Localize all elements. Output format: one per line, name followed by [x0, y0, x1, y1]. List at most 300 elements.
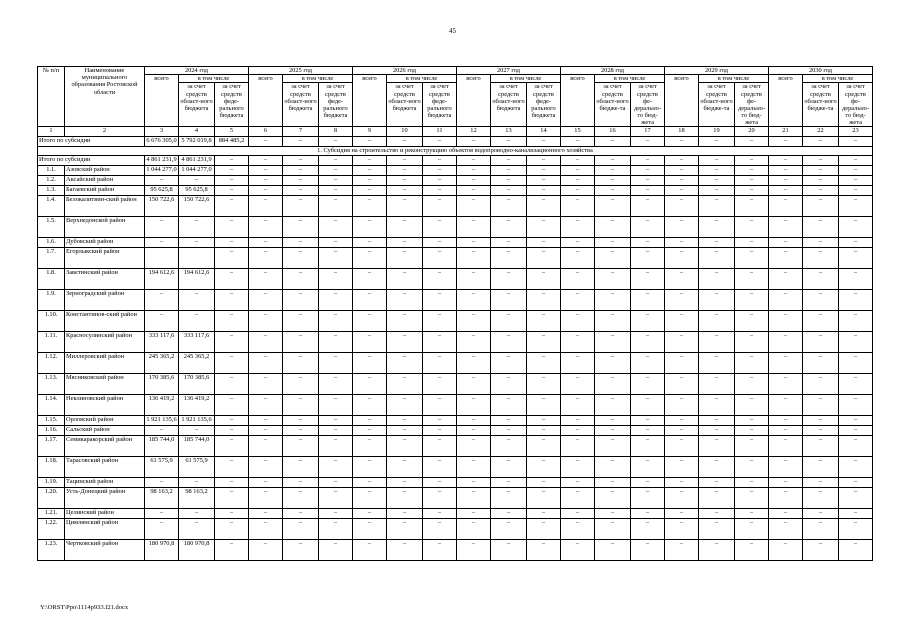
row-dash: – [457, 186, 491, 196]
row-dash: – [249, 395, 283, 416]
table-row [38, 176, 873, 186]
row-dash: – [735, 509, 769, 519]
row-regional: 1 044 277,0 [179, 166, 215, 176]
row-dash: – [283, 332, 319, 353]
total-value: – [283, 137, 319, 147]
row-dash: – [769, 353, 803, 374]
row-dash: – [387, 478, 423, 488]
row-dash: – [839, 248, 873, 269]
row-dash: – [699, 217, 735, 238]
row-dash: – [387, 540, 423, 561]
row-dash: – [283, 540, 319, 561]
column-number: 14 [527, 127, 561, 137]
row-dash: – [631, 374, 665, 395]
row-dash: – [699, 176, 735, 186]
row-dash: – [527, 457, 561, 478]
row-dash: – [353, 290, 387, 311]
section-total-label: Итого по субсидии [38, 156, 145, 166]
header-regional-budget: за счет средств област-ного бюджета [491, 83, 527, 127]
row-dash: – [839, 217, 873, 238]
row-dash: – [769, 166, 803, 176]
row-dash: – [387, 374, 423, 395]
row-dash: – [423, 540, 457, 561]
row-dash: – [595, 166, 631, 176]
row-dash: – [387, 290, 423, 311]
header-including: в том числе [699, 75, 769, 83]
row-dash: – [283, 238, 319, 248]
row-dash: – [283, 478, 319, 488]
row-dash: – [769, 290, 803, 311]
row-dash: – [769, 269, 803, 290]
column-number: 7 [283, 127, 319, 137]
row-dash: – [595, 436, 631, 457]
row-dash: – [665, 269, 699, 290]
row-dash: – [215, 217, 249, 238]
row-dash: – [249, 416, 283, 426]
row-dash: – [839, 353, 873, 374]
row-dash: – [491, 457, 527, 478]
total-value: 5 792 019,8 [179, 137, 215, 147]
row-dash: – [423, 374, 457, 395]
row-dash: – [699, 416, 735, 426]
header-year: 2027 год [457, 67, 561, 75]
row-dash: – [735, 426, 769, 436]
row-dash: – [665, 332, 699, 353]
header-regional-budget: за счет средств област-ного бюджета [387, 83, 423, 127]
row-dash: – [457, 395, 491, 416]
row-dash: – [215, 426, 249, 436]
row-dash: – [631, 186, 665, 196]
row-dash: – [699, 186, 735, 196]
row-name: Заветинский район [65, 269, 145, 290]
row-dash: – [803, 509, 839, 519]
row-dash: – [215, 353, 249, 374]
row-name: Тацинский район [65, 478, 145, 488]
row-dash: – [527, 436, 561, 457]
row-dash: – [735, 248, 769, 269]
column-number: 13 [491, 127, 527, 137]
row-number: 1.19. [38, 478, 65, 488]
row-dash: – [387, 457, 423, 478]
row-dash: – [561, 186, 595, 196]
row-dash: – [457, 374, 491, 395]
row-dash: – [803, 166, 839, 176]
row-regional: – [179, 519, 215, 540]
row-dash: – [803, 311, 839, 332]
row-total: – [145, 176, 179, 186]
header-name: Наименование муниципального образования Ростовской области [65, 67, 145, 127]
row-regional: 150 722,6 [179, 196, 215, 217]
row-dash: – [665, 238, 699, 248]
header-total: всего [665, 75, 699, 127]
row-dash: – [423, 436, 457, 457]
row-dash: – [249, 374, 283, 395]
table-row [38, 457, 873, 478]
row-dash: – [699, 374, 735, 395]
row-dash: – [457, 478, 491, 488]
row-dash: – [527, 332, 561, 353]
row-dash: – [457, 488, 491, 509]
row-dash: – [803, 290, 839, 311]
section-total-value: – [527, 156, 561, 166]
row-dash: – [353, 332, 387, 353]
row-dash: – [839, 488, 873, 509]
row-dash: – [283, 248, 319, 269]
row-dash: – [803, 374, 839, 395]
row-dash: – [457, 457, 491, 478]
row-dash: – [595, 519, 631, 540]
row-dash: – [665, 176, 699, 186]
row-dash: – [283, 166, 319, 176]
row-number: 1.4. [38, 196, 65, 217]
header-total: всего [561, 75, 595, 127]
row-dash: – [215, 416, 249, 426]
row-dash: – [283, 353, 319, 374]
section-total-value: – [561, 156, 595, 166]
row-dash: – [561, 478, 595, 488]
total-value: – [249, 137, 283, 147]
column-number: 10 [387, 127, 423, 137]
row-dash: – [527, 353, 561, 374]
column-number: 1 [38, 127, 65, 137]
column-number: 15 [561, 127, 595, 137]
row-dash: – [735, 166, 769, 176]
section-total-value: – [249, 156, 283, 166]
row-dash: – [249, 426, 283, 436]
row-total: 1 921 135,6 [145, 416, 179, 426]
row-dash: – [353, 478, 387, 488]
row-dash: – [803, 238, 839, 248]
row-dash: – [631, 426, 665, 436]
total-value: – [803, 137, 839, 147]
row-dash: – [387, 196, 423, 217]
row-dash: – [423, 166, 457, 176]
row-dash: – [561, 488, 595, 509]
row-dash: – [803, 186, 839, 196]
header-total: всего [145, 75, 179, 127]
section-total-value: – [387, 156, 423, 166]
row-name: Тарасовский район [65, 457, 145, 478]
total-value: – [527, 137, 561, 147]
total-value: – [457, 137, 491, 147]
row-total: 1 044 277,0 [145, 166, 179, 176]
header-total: всего [353, 75, 387, 127]
row-dash: – [249, 186, 283, 196]
row-dash: – [283, 186, 319, 196]
header-total: всего [457, 75, 491, 127]
table-row [38, 269, 873, 290]
row-dash: – [803, 269, 839, 290]
row-dash: – [699, 519, 735, 540]
row-dash: – [491, 478, 527, 488]
total-value: – [423, 137, 457, 147]
row-dash: – [353, 416, 387, 426]
row-dash: – [631, 176, 665, 186]
total-label: Итого по субсидии [38, 137, 145, 147]
column-number: 9 [353, 127, 387, 137]
row-dash: – [561, 519, 595, 540]
section-title: 1. Субсидия на строительство и реконструкцию объектов водопроводно-канализационного хозяйства [38, 147, 873, 156]
row-dash: – [215, 395, 249, 416]
row-dash: – [631, 353, 665, 374]
row-dash: – [595, 248, 631, 269]
row-number: 1.5. [38, 217, 65, 238]
row-dash: – [457, 176, 491, 186]
row-dash: – [631, 166, 665, 176]
row-dash: – [457, 269, 491, 290]
row-dash: – [319, 269, 353, 290]
row-dash: – [769, 238, 803, 248]
row-dash: – [353, 311, 387, 332]
table-row [38, 488, 873, 509]
row-dash: – [631, 509, 665, 519]
row-total: – [145, 426, 179, 436]
row-dash: – [561, 457, 595, 478]
row-dash: – [527, 519, 561, 540]
table-row [38, 436, 873, 457]
row-dash: – [319, 426, 353, 436]
row-dash: – [491, 332, 527, 353]
row-dash: – [319, 416, 353, 426]
row-dash: – [457, 196, 491, 217]
row-dash: – [215, 290, 249, 311]
row-dash: – [353, 509, 387, 519]
column-number: 3 [145, 127, 179, 137]
row-regional: 98 163,2 [179, 488, 215, 509]
row-number: 1.23. [38, 540, 65, 561]
table-row [38, 186, 873, 196]
section-total-value: – [665, 156, 699, 166]
total-value: – [319, 137, 353, 147]
header-including: в том числе [387, 75, 457, 83]
table-row [38, 540, 873, 561]
row-dash: – [803, 248, 839, 269]
row-dash: – [353, 176, 387, 186]
row-dash: – [319, 478, 353, 488]
column-number: 5 [215, 127, 249, 137]
row-dash: – [387, 166, 423, 176]
row-dash: – [839, 509, 873, 519]
table-row [38, 374, 873, 395]
row-total: 245 365,2 [145, 353, 179, 374]
row-dash: – [249, 457, 283, 478]
row-dash: – [699, 426, 735, 436]
row-dash: – [631, 416, 665, 426]
row-total: 136 419,2 [145, 395, 179, 416]
row-number: 1.6. [38, 238, 65, 248]
row-number: 1.9. [38, 290, 65, 311]
row-dash: – [561, 540, 595, 561]
row-dash: – [283, 395, 319, 416]
row-dash: – [423, 217, 457, 238]
row-dash: – [353, 353, 387, 374]
row-name: Мясниковский район [65, 374, 145, 395]
row-dash: – [631, 457, 665, 478]
row-dash: – [491, 519, 527, 540]
row-dash: – [735, 540, 769, 561]
row-dash: – [491, 311, 527, 332]
header-row-years [38, 67, 873, 75]
row-dash: – [249, 290, 283, 311]
header-including: в том числе [595, 75, 665, 83]
row-dash: – [735, 416, 769, 426]
row-dash: – [769, 196, 803, 217]
row-name: Неклиновский район [65, 395, 145, 416]
row-dash: – [735, 238, 769, 248]
row-dash: – [249, 332, 283, 353]
row-dash: – [283, 436, 319, 457]
row-dash: – [319, 436, 353, 457]
row-dash: – [423, 457, 457, 478]
section-total-value: – [595, 156, 631, 166]
row-dash: – [735, 186, 769, 196]
row-dash: – [735, 332, 769, 353]
column-number: 2 [65, 127, 145, 137]
row-dash: – [215, 374, 249, 395]
row-dash: – [249, 176, 283, 186]
row-dash: – [769, 395, 803, 416]
row-dash: – [803, 353, 839, 374]
row-number: 1.12. [38, 353, 65, 374]
row-regional: – [179, 478, 215, 488]
row-number: 1.13. [38, 374, 65, 395]
row-dash: – [665, 519, 699, 540]
row-name: Семикаракорский район [65, 436, 145, 457]
section-total-value: – [457, 156, 491, 166]
row-number: 1.14. [38, 395, 65, 416]
row-dash: – [319, 353, 353, 374]
row-dash: – [353, 519, 387, 540]
row-name: Красносулинский район [65, 332, 145, 353]
row-dash: – [595, 176, 631, 186]
row-dash: – [561, 248, 595, 269]
row-dash: – [423, 176, 457, 186]
row-dash: – [699, 457, 735, 478]
row-regional: 1 921 135,6 [179, 416, 215, 426]
row-dash: – [249, 478, 283, 488]
row-number: 1.3. [38, 186, 65, 196]
header-year: 2028 год [561, 67, 665, 75]
row-dash: – [561, 196, 595, 217]
header-year: 2026 год [353, 67, 457, 75]
total-value: – [353, 137, 387, 147]
row-dash: – [215, 311, 249, 332]
row-dash: – [215, 509, 249, 519]
row-dash: – [283, 519, 319, 540]
header-federal-budget: за счет средств феде-рального бюджета [215, 83, 249, 127]
row-dash: – [839, 186, 873, 196]
row-dash: – [249, 311, 283, 332]
page-number: 45 [449, 27, 456, 35]
table-row [38, 353, 873, 374]
row-dash: – [769, 519, 803, 540]
row-dash: – [665, 478, 699, 488]
row-dash: – [457, 238, 491, 248]
row-dash: – [319, 238, 353, 248]
row-dash: – [595, 269, 631, 290]
row-dash: – [735, 176, 769, 186]
section-total-value: – [353, 156, 387, 166]
row-dash: – [491, 540, 527, 561]
table-row [38, 290, 873, 311]
row-regional: 245 365,2 [179, 353, 215, 374]
row-dash: – [699, 238, 735, 248]
column-number: 20 [735, 127, 769, 137]
row-dash: – [769, 436, 803, 457]
row-dash: – [803, 395, 839, 416]
table-row [38, 426, 873, 436]
row-dash: – [735, 395, 769, 416]
row-regional: 61 575,9 [179, 457, 215, 478]
header-federal-budget: за счет средств фе-дерально-го бюд-жета [631, 83, 665, 127]
row-dash: – [839, 436, 873, 457]
row-total: – [145, 238, 179, 248]
row-dash: – [735, 457, 769, 478]
total-value: – [561, 137, 595, 147]
row-total: 150 722,6 [145, 196, 179, 217]
row-dash: – [423, 353, 457, 374]
header-including: в том числе [491, 75, 561, 83]
row-dash: – [769, 248, 803, 269]
table-row [38, 478, 873, 488]
row-total: 194 612,6 [145, 269, 179, 290]
row-dash: – [283, 196, 319, 217]
total-value: – [387, 137, 423, 147]
row-dash: – [527, 217, 561, 238]
row-dash: – [319, 519, 353, 540]
row-dash: – [595, 478, 631, 488]
row-dash: – [595, 509, 631, 519]
column-number: 19 [699, 127, 735, 137]
row-regional: – [179, 176, 215, 186]
row-dash: – [215, 332, 249, 353]
row-dash: – [595, 186, 631, 196]
row-dash: – [491, 217, 527, 238]
section-total-value: – [839, 156, 873, 166]
row-dash: – [527, 186, 561, 196]
row-dash: – [527, 166, 561, 176]
row-dash: – [769, 416, 803, 426]
total-value: – [699, 137, 735, 147]
row-dash: – [249, 540, 283, 561]
column-number: 8 [319, 127, 353, 137]
row-dash: – [803, 488, 839, 509]
row-dash: – [769, 540, 803, 561]
row-total: 61 575,9 [145, 457, 179, 478]
row-dash: – [631, 488, 665, 509]
row-dash: – [491, 176, 527, 186]
row-dash: – [595, 540, 631, 561]
row-dash: – [491, 395, 527, 416]
header-regional-budget: за счет средств област-ного бюдже-та [699, 83, 735, 127]
column-number: 6 [249, 127, 283, 137]
row-dash: – [561, 426, 595, 436]
row-dash: – [423, 290, 457, 311]
row-dash: – [665, 217, 699, 238]
row-number: 1.1. [38, 166, 65, 176]
row-dash: – [665, 166, 699, 176]
table-row [38, 509, 873, 519]
section-total-value: – [491, 156, 527, 166]
row-dash: – [735, 353, 769, 374]
row-dash: – [699, 196, 735, 217]
row-dash: – [839, 540, 873, 561]
row-dash: – [283, 269, 319, 290]
column-number: 22 [803, 127, 839, 137]
row-dash: – [283, 426, 319, 436]
column-numbers-row [38, 127, 873, 137]
row-dash: – [631, 311, 665, 332]
